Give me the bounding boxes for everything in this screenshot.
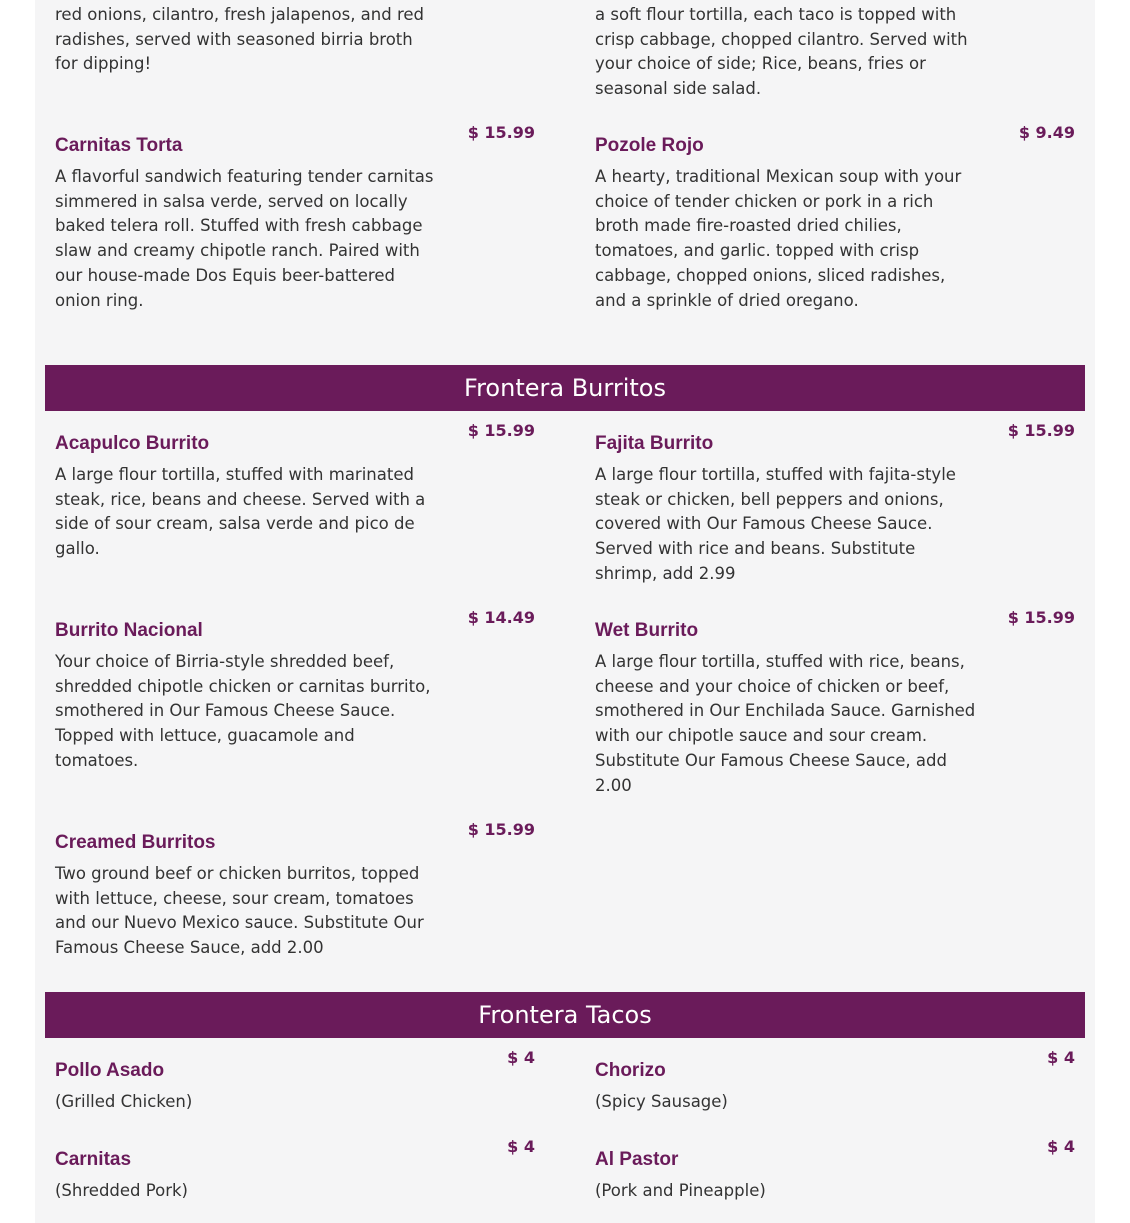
item-price: $ 15.99 (1007, 421, 1075, 440)
item-description: A hearty, traditional Mexican soup with your choice of tender chicken or pork in a rich broth made fire-roasted dried chilies, tomatoes, and garlic. topped with crisp cabbage, chopped onions, sliced radishes, and a sprinkle of dried oregano. (595, 167, 962, 310)
item-price: $ 15.99 (467, 123, 535, 142)
section-header-burritos: Frontera Burritos (45, 365, 1085, 411)
item-price: $ 14.49 (467, 608, 535, 627)
item-description: A large flour tortilla, stuffed with marinated steak, rice, beans and cheese. Served with a side of sour cream, salsa verde and pico de gallo. (55, 465, 426, 559)
item-price: $ 9.49 (1018, 123, 1075, 142)
item-description: (Pork and Pineapple) (595, 1181, 766, 1200)
item-name: Pozole Rojo (595, 135, 704, 156)
item-description: (Shredded Pork) (55, 1181, 188, 1200)
item-name: Chorizo (595, 1060, 666, 1081)
item-price: $ 4 (1047, 1048, 1075, 1067)
item-description-fragment: red onions, cilantro, fresh jalapenos, and red radishes, served with seasoned birria broth for dipping! (55, 5, 425, 74)
item-price: $ 4 (507, 1048, 535, 1067)
item-name: Carnitas Torta (55, 135, 183, 156)
item-description: A large flour tortilla, stuffed with rice, beans, cheese and your choice of chicken or beef, smothered in Our Enchilada Sauce. Garnished with our chipotle sauce and sour cream. Substitute Our Famous Cheese Sauce, add 2.00 (595, 652, 976, 795)
item-description: Your choice of Birria-style shredded beef, shredded chipotle chicken or carnitas burrito, smothered in Our Famous Cheese Sauce. Topped with lettuce, guacamole and tomatoes. (55, 652, 431, 770)
item-price: $ 15.99 (1007, 608, 1075, 627)
section-header-tacos: Frontera Tacos (45, 992, 1085, 1038)
item-description: A large flour tortilla, stuffed with fajita-style steak or chicken, bell peppers and onions, covered with Our Famous Cheese Sauce. Served with rice and beans. Substitute shrimp, add 2.99 (595, 465, 956, 583)
item-name: Acapulco Burrito (55, 433, 210, 454)
item-description: A flavorful sandwich featuring tender carnitas simmered in salsa verde, served on locally baked telera roll. Stuffed with fresh cabbage slaw and creamy chipotle ranch. Paired with our house-made Dos Equis beer-battered onion ring. (55, 167, 434, 310)
item-description: Two ground beef or chicken burritos, topped with lettuce, cheese, sour cream, tomatoes and our Nuevo Mexico sauce. Substitute Our Famous Cheese Sauce, add 2.00 (55, 864, 424, 958)
item-name: Creamed Burritos (55, 832, 216, 853)
item-description: (Grilled Chicken) (55, 1092, 193, 1111)
item-name: Burrito Nacional (55, 620, 203, 641)
item-price: $ 4 (1047, 1137, 1075, 1156)
item-price: $ 15.99 (467, 421, 535, 440)
item-name: Wet Burrito (595, 620, 699, 641)
item-description: (Spicy Sausage) (595, 1092, 728, 1111)
item-name: Pollo Asado (55, 1060, 165, 1081)
item-description-fragment: a soft flour tortilla, each taco is topped with crisp cabbage, chopped cilantro. Served with your choice of side; Rice, beans, fries or seasonal side salad. (595, 5, 968, 99)
menu-container (35, 0, 1095, 1223)
item-name: Carnitas (55, 1149, 132, 1170)
item-name: Fajita Burrito (595, 433, 714, 454)
item-price: $ 15.99 (467, 820, 535, 839)
item-price: $ 4 (507, 1137, 535, 1156)
item-name: Al Pastor (595, 1149, 679, 1170)
